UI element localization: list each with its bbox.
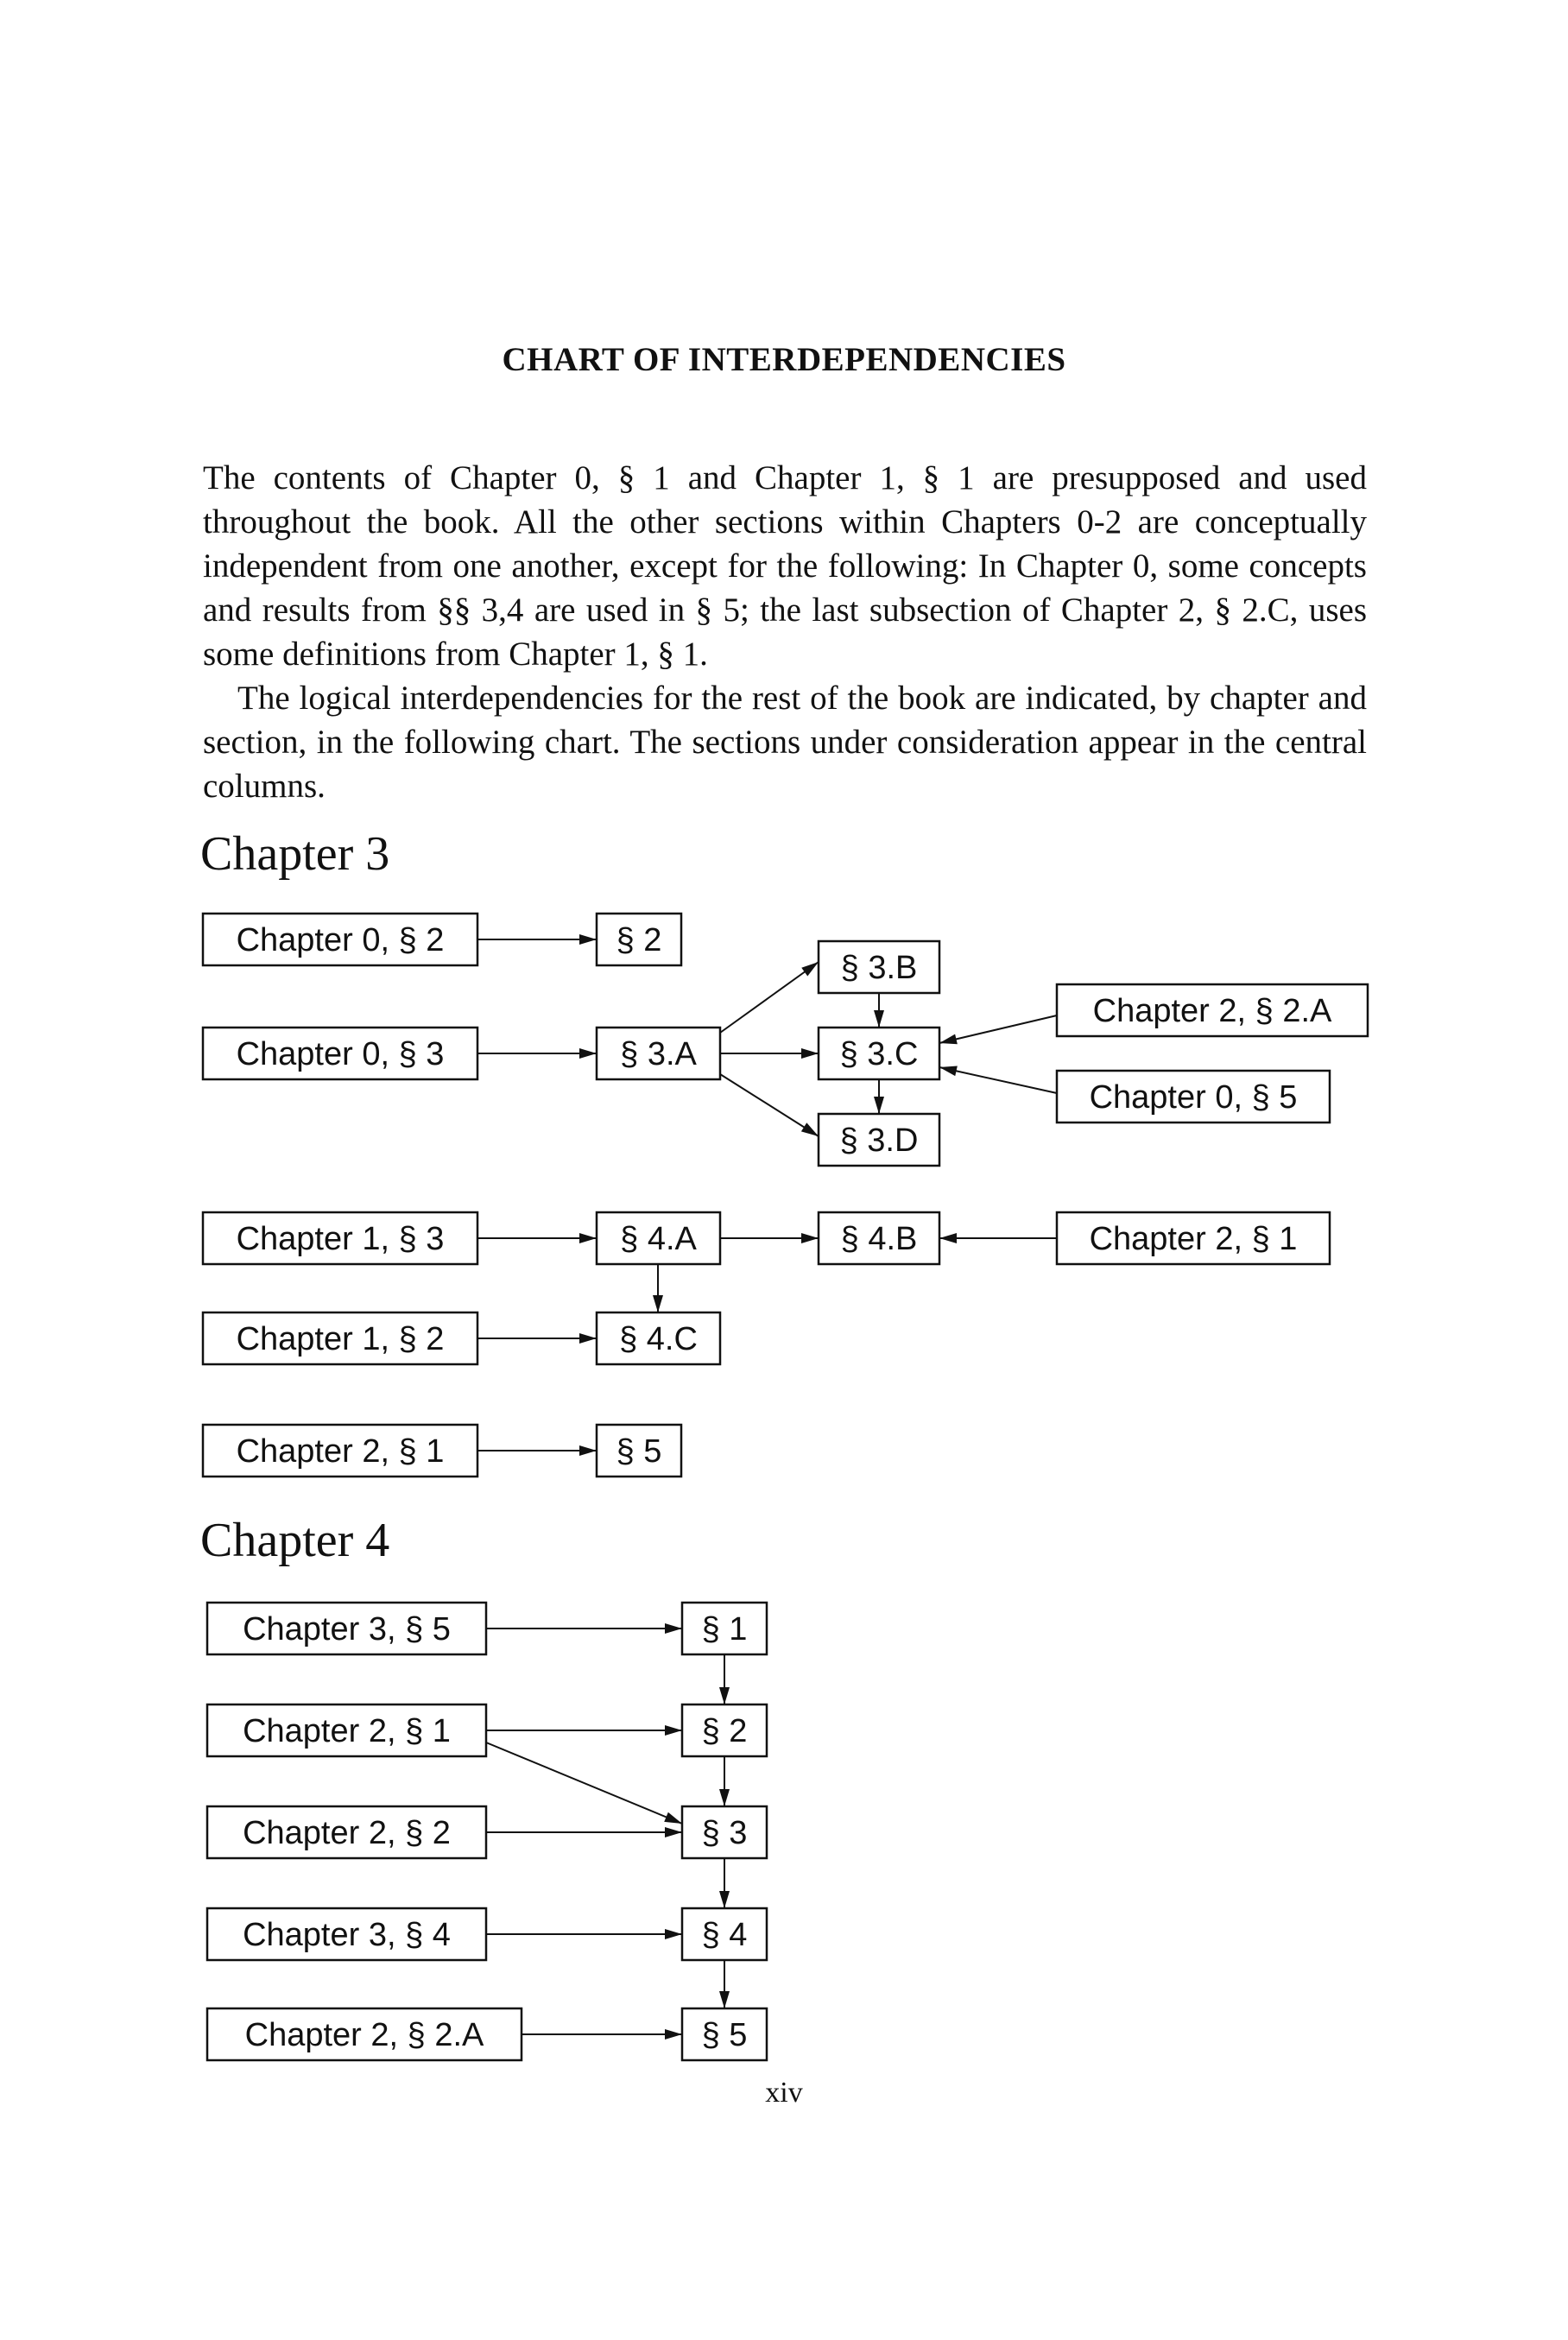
chapter3-node-s3D <box>819 1114 939 1166</box>
chapter3-node-label-ch0s3: Chapter 0, § 3 <box>236 1036 445 1072</box>
arrowhead-icon <box>665 1929 682 1939</box>
chapter3-node-ch2s2A <box>1057 984 1368 1036</box>
edge-c3-ch2s2A-s3C <box>939 1015 1057 1044</box>
chapter3-node-s2 <box>597 914 681 965</box>
chapter4-node-label-s4: § 4 <box>701 1917 748 1953</box>
chapter3-node-label-s4B: § 4.B <box>840 1221 918 1257</box>
chapter3-node-label-s3B: § 3.B <box>840 950 918 986</box>
chapter3-node-ch0s2 <box>203 914 477 965</box>
chapter3-node-label-s3D: § 3.D <box>839 1123 919 1159</box>
chapter4-node-ch3s5 <box>207 1603 486 1654</box>
arrowhead-icon <box>719 1991 730 2008</box>
edge-c4-s3-s4 <box>719 1858 730 1908</box>
edge-c3-s3A-s3B <box>720 962 819 1033</box>
chapter-3-heading: Chapter 3 <box>200 827 390 881</box>
edge-c3-ch2s1a-s5 <box>477 1445 597 1456</box>
arrowhead-icon <box>719 1891 730 1908</box>
chapter3-node-ch2s1a <box>203 1425 477 1477</box>
arrowhead-icon <box>801 1048 819 1059</box>
arrowhead-icon <box>665 1827 682 1837</box>
chapter3-node-label-s3C: § 3.C <box>839 1036 919 1072</box>
edge-c3-s3A-s3D <box>720 1074 819 1136</box>
arrowhead-icon <box>665 1725 682 1736</box>
page-title: CHART OF INTERDEPENDENCIES <box>502 341 1066 378</box>
edge-c3-s4A-s4C <box>653 1264 663 1312</box>
arrowhead-icon <box>653 1295 663 1312</box>
arrowhead-icon <box>801 962 819 977</box>
chapter3-node-s3B <box>819 941 939 993</box>
chapter4-node-label-s1: § 1 <box>701 1611 748 1647</box>
arrowhead-icon <box>801 1233 819 1243</box>
chapter3-node-label-ch1s2: Chapter 1, § 2 <box>236 1321 445 1357</box>
chapter4-node-ch2s2 <box>207 1806 486 1858</box>
edge-c3-ch1s3-s4A <box>477 1233 597 1243</box>
chapter3-node-s4A <box>597 1212 720 1264</box>
chapter4-node-s2 <box>682 1704 767 1756</box>
chapter4-node-label-ch3s5: Chapter 3, § 5 <box>243 1611 451 1647</box>
chapter3-node-ch2s1b <box>1057 1212 1330 1264</box>
chapter3-node-label-ch2s1b: Chapter 2, § 1 <box>1089 1221 1298 1257</box>
chapter3-node-label-ch2s1a: Chapter 2, § 1 <box>236 1433 445 1470</box>
chapter3-node-label-s5: § 5 <box>616 1433 662 1470</box>
arrowhead-icon <box>579 1445 597 1456</box>
edge-c3-ch0s2-s2 <box>477 934 597 945</box>
edge-c3-ch0s3-s3A <box>477 1048 597 1059</box>
intro-paragraph-1: The contents of Chapter 0, § 1 and Chapter 1, § 1 are presupposed and used throughout the book. All the other sections within Chapters 0-2 are conceptually independent from one another, except for the following: In Chapter 0, some concepts and results from §§ 3,4 are used in § 5; the last subsection of Chapter 2, § 2.C, uses some definitions from Chapter 1, § 1. <box>203 459 1367 673</box>
edge-c4-ch2s2-s3 <box>486 1827 682 1837</box>
chapter3-node-ch1s2 <box>203 1312 477 1364</box>
edge-c4-s4-s5 <box>719 1960 730 2008</box>
arrowhead-icon <box>801 1123 819 1136</box>
edge-c3-s4A-s4B <box>720 1233 819 1243</box>
edge-c3-s3B-s3C <box>874 993 884 1028</box>
chapter4-node-ch2s2A <box>207 2008 522 2060</box>
arrowhead-icon <box>579 1233 597 1243</box>
arrowhead-icon <box>579 934 597 945</box>
chapter3-node-ch0s3 <box>203 1028 477 1079</box>
chapter4-node-label-ch2s2: Chapter 2, § 2 <box>243 1815 451 1851</box>
edge-c4-ch2s1-s2 <box>486 1725 682 1736</box>
chapter4-node-label-s2: § 2 <box>701 1713 748 1749</box>
edge-c4-ch2s2A-s5 <box>522 2029 682 2040</box>
chapter3-node-ch1s3 <box>203 1212 477 1264</box>
chapter3-node-label-ch1s3: Chapter 1, § 3 <box>236 1221 445 1257</box>
chapter3-node-s5 <box>597 1425 681 1477</box>
chapter-4-heading: Chapter 4 <box>200 1514 390 1567</box>
chapter3-node-label-ch0s5: Chapter 0, § 5 <box>1089 1079 1298 1116</box>
edge-c3-ch2s1b-s4B <box>939 1233 1057 1243</box>
arrowhead-icon <box>939 1233 957 1243</box>
intro-paragraph-2: The logical interdependencies for the rest of the book are indicated, by chapter and section, in the following chart. The sections under consideration appear in the central columns. <box>203 680 1367 805</box>
edge-c4-s1-s2 <box>719 1654 730 1704</box>
arrowhead-icon <box>719 1687 730 1704</box>
arrowhead-icon <box>579 1333 597 1344</box>
edge-c3-s3A-s3C <box>720 1048 819 1059</box>
chapter3-node-label-s3A: § 3.A <box>620 1036 697 1072</box>
chapter3-node-label-ch2s2A: Chapter 2, § 2.A <box>1092 993 1332 1029</box>
chapter3-node-label-s4A: § 4.A <box>620 1221 697 1257</box>
chapter4-node-label-s5: § 5 <box>701 2017 748 2053</box>
edge-c4-ch2s1-s3 <box>486 1742 682 1824</box>
chapter3-node-s3C <box>819 1028 939 1079</box>
chapter3-node-label-ch0s2: Chapter 0, § 2 <box>236 922 445 958</box>
page-number: xiv <box>765 2077 803 2109</box>
arrowhead-icon <box>874 1097 884 1114</box>
arrowhead-icon <box>664 1812 682 1824</box>
arrowhead-icon <box>939 1034 958 1045</box>
chapter4-node-ch2s1 <box>207 1704 486 1756</box>
chapter4-node-ch3s4 <box>207 1908 486 1960</box>
edge-c4-s2-s3 <box>719 1756 730 1806</box>
chapter3-node-s4C <box>597 1312 720 1364</box>
chapter4-node-label-s3: § 3 <box>701 1815 748 1851</box>
chapter3-node-s3A <box>597 1028 720 1079</box>
arrowhead-icon <box>719 1789 730 1806</box>
arrowhead-icon <box>579 1048 597 1059</box>
arrowhead-icon <box>665 1623 682 1634</box>
arrowhead-icon <box>665 2029 682 2040</box>
chapter4-node-label-ch3s4: Chapter 3, § 4 <box>243 1917 451 1953</box>
edge-c3-s3C-s3D <box>874 1079 884 1114</box>
edge-c4-ch3s4-s4 <box>486 1929 682 1939</box>
arrowhead-icon <box>874 1010 884 1028</box>
chapter3-node-label-s4C: § 4.C <box>619 1321 698 1357</box>
chapter4-node-label-ch2s1: Chapter 2, § 1 <box>243 1713 451 1749</box>
chapter3-node-label-s2: § 2 <box>616 922 662 958</box>
chapter3-node-s4B <box>819 1212 939 1264</box>
chapter4-node-s3 <box>682 1806 767 1858</box>
chapter4-node-s4 <box>682 1908 767 1960</box>
chapter4-node-label-ch2s2A: Chapter 2, § 2.A <box>244 2017 484 2053</box>
chapter4-node-s5 <box>682 2008 767 2060</box>
chapter3-node-ch0s5 <box>1057 1071 1330 1123</box>
edge-c3-ch0s5-s3C <box>939 1066 1057 1093</box>
chapter4-node-s1 <box>682 1603 767 1654</box>
edge-c4-ch3s5-s1 <box>486 1623 682 1634</box>
arrowhead-icon <box>939 1066 958 1076</box>
edge-c3-ch1s2-s4C <box>477 1333 597 1344</box>
